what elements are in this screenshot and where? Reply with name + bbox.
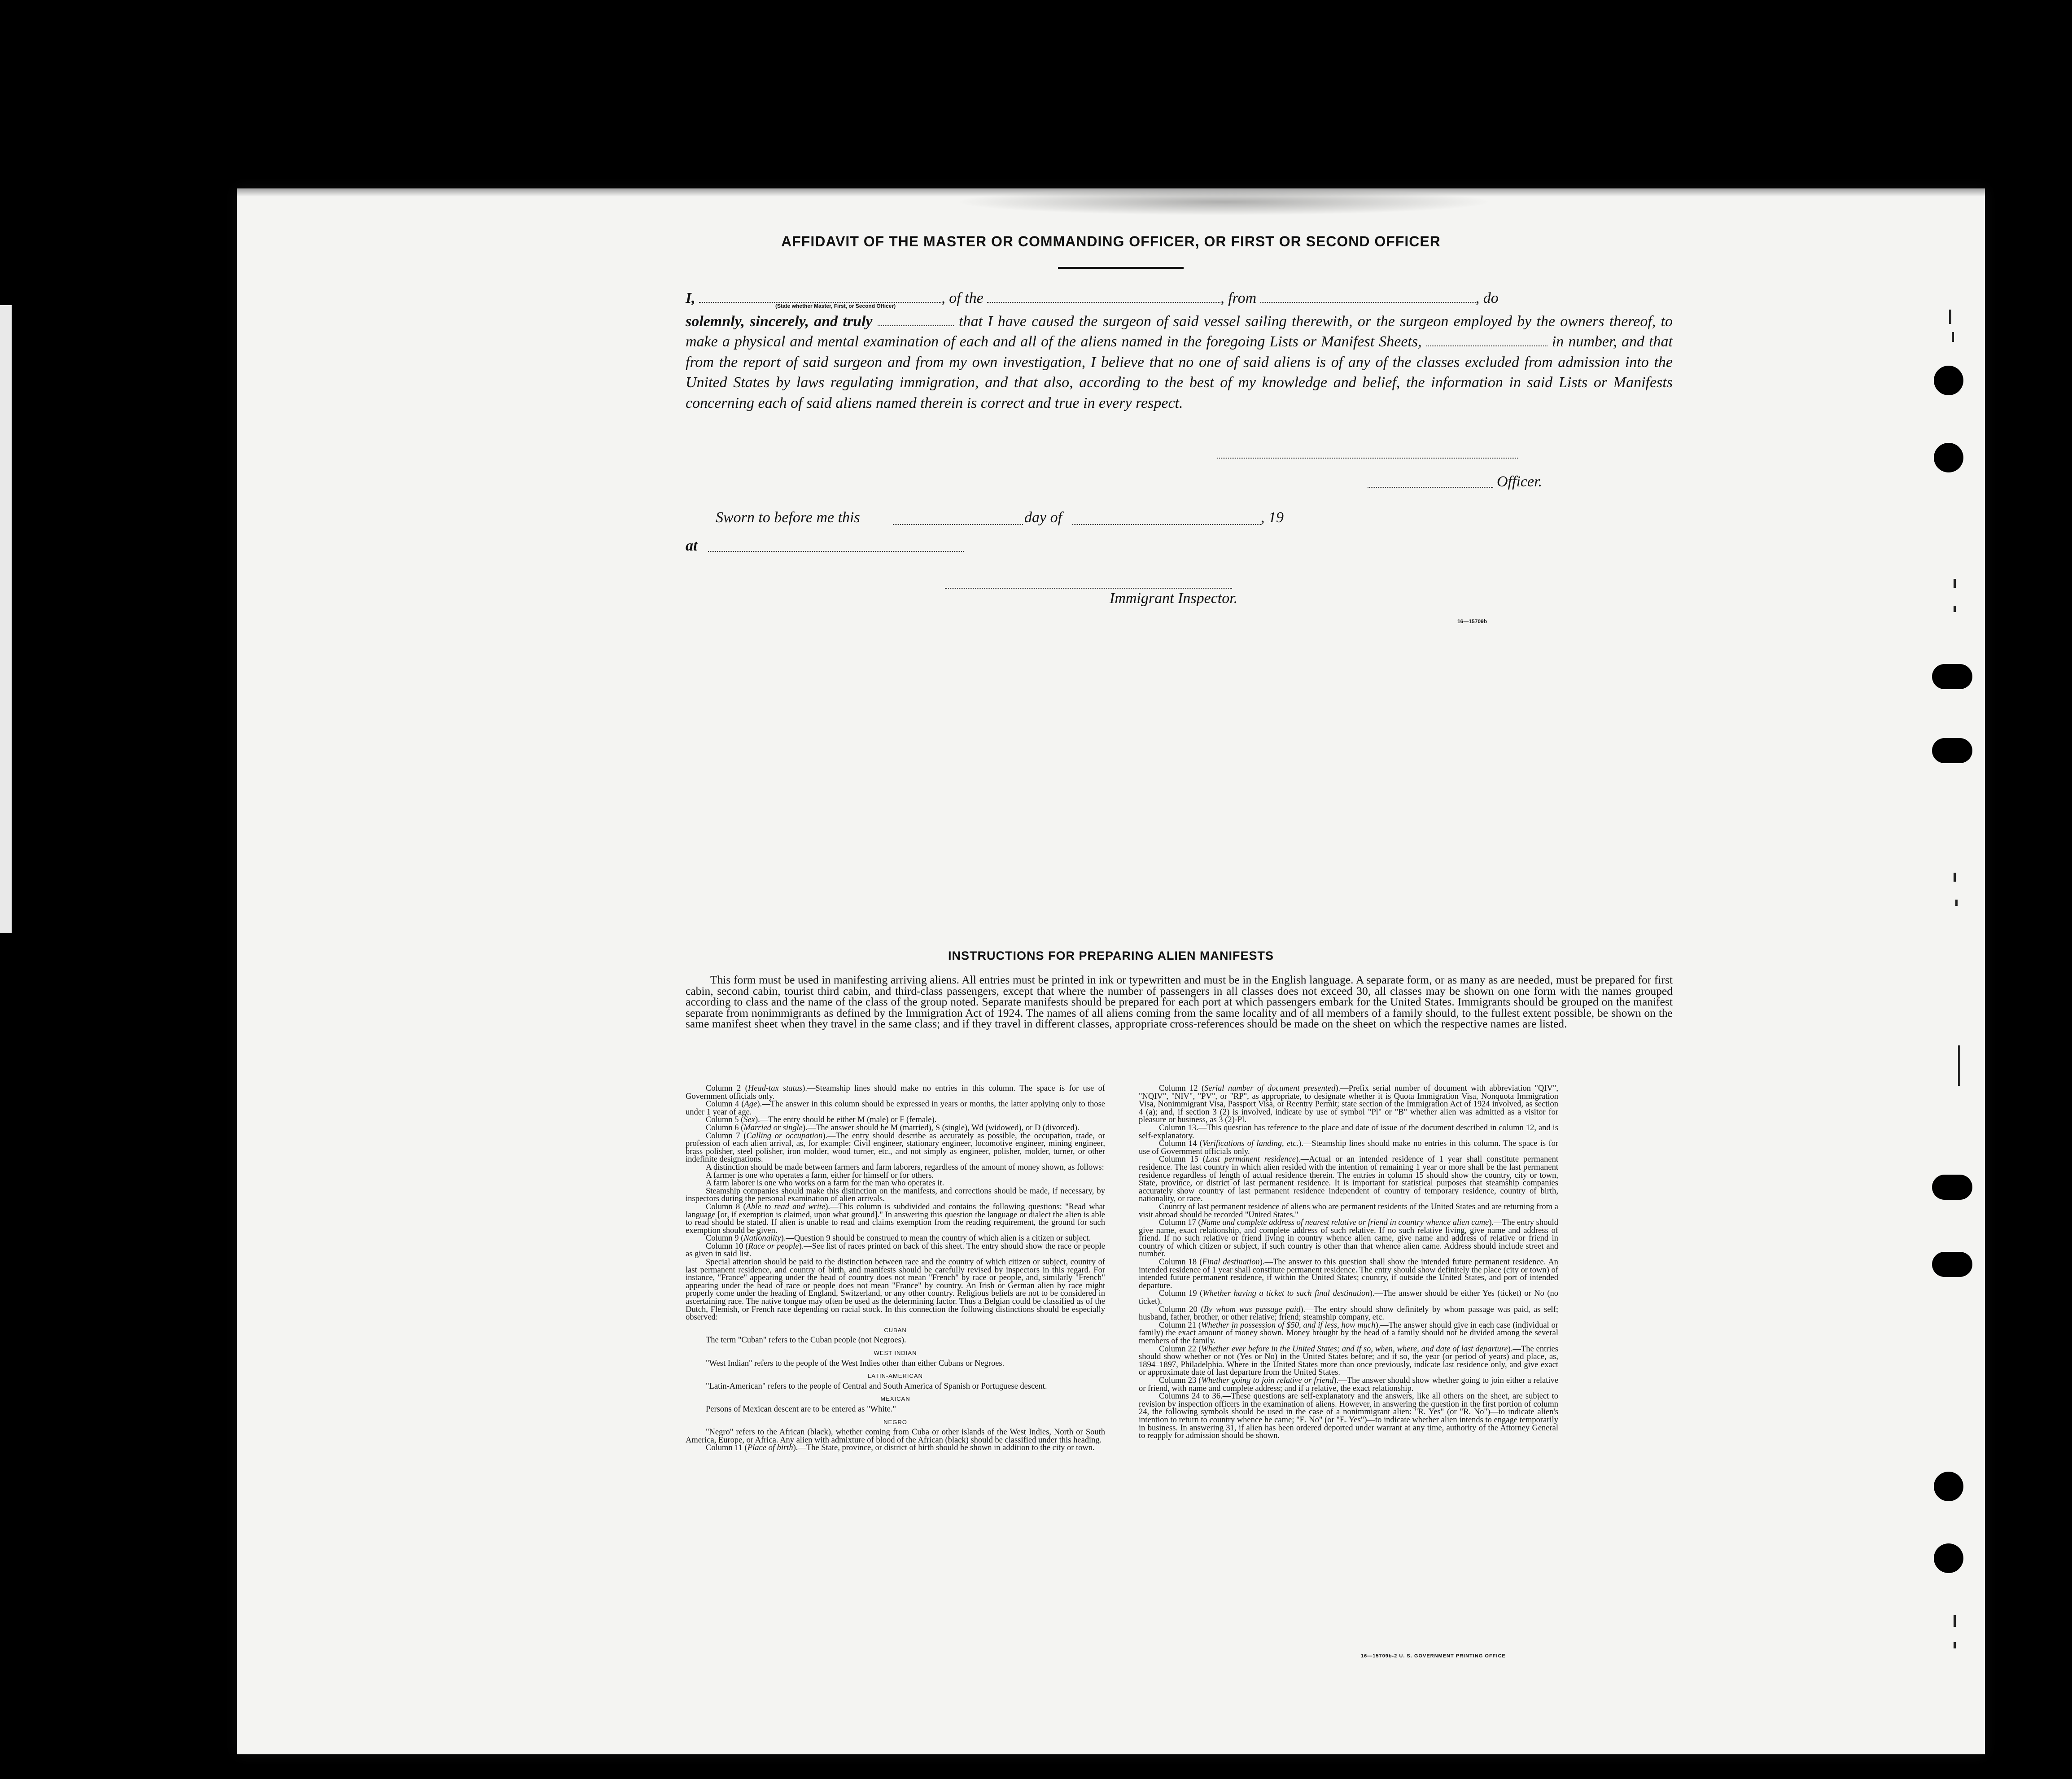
word-from: , from [1220, 290, 1257, 306]
binder-hole [1932, 1175, 1972, 1200]
column-20-paragraph: Column 20 (By whom was passage paid).—The entry should show definitely by whom passage was paid, as self; husband, father, brother, or other relative; friend; steamship company, etc. [1139, 1305, 1558, 1322]
binder-hole [1932, 664, 1972, 689]
column-13-paragraph: Column 13.—This question has reference to the place and date of issue of the document described in column 12, and is self-explanatory. [1139, 1123, 1558, 1141]
officer-label: Officer. [1497, 473, 1543, 490]
mexican-definition: Persons of Mexican descent are to be entered as "White." [706, 1404, 896, 1414]
affidavit-paragraph [686, 311, 1673, 414]
column-5-paragraph: Column 5 (Sex).—The entry should be either M (male) or F (female). [706, 1115, 937, 1125]
officer-rank-blank [699, 296, 941, 303]
column-10-paragraph: Column 10 (Race or people).—See list of races printed on back of this sheet. The entry should show the race or people as given in said list. [686, 1241, 1105, 1259]
heading-cuban: CUBAN [884, 1326, 907, 1333]
edge-mark [1949, 310, 1951, 324]
form-number: 16—15709b [1457, 618, 1487, 625]
sworn-place-line [708, 551, 964, 552]
year-label: , 19 [1261, 509, 1284, 526]
word-i: I, [686, 290, 695, 306]
inspector-signature-line [945, 588, 1232, 589]
sworn-month-line [1072, 524, 1261, 525]
heading-mexican: MEXICAN [880, 1395, 910, 1403]
west-indian-definition: "West Indian" refers to the people of the West Indies other than either Cubans or Negroes. [706, 1359, 1005, 1368]
column-21-paragraph: Column 21 (Whether in possession of $50, and if less, how much).—The answer should give in each case (individual or family) the exact amount of money shown. Money brought by the head of a family should not be divided among the several members of the family. [1139, 1320, 1558, 1346]
cuban-definition: The term "Cuban" refers to the Cuban people (not Negroes). [706, 1336, 906, 1345]
title-rule [1058, 267, 1184, 269]
binder-hole [1932, 1252, 1972, 1277]
vessel-name-blank [987, 296, 1220, 303]
rank-note: (State whether Master, First, or Second Officer) [775, 303, 896, 309]
instructions-left-column [686, 1085, 1105, 1452]
farm-laborer-definition: A farm laborer is one who works on a farm for the man who operates it. [706, 1179, 944, 1188]
binder-hole [1934, 1472, 1963, 1501]
binder-hole [1934, 366, 1963, 395]
column-2-paragraph: Column 2 (Head-tax status).—Steamship lines should make no entries in this column. The space is for use of Government officials only. [686, 1084, 1106, 1101]
column-9-paragraph: Column 9 (Nationality).—Question 9 should be construed to mean the country of which alien is a citizen or subject. [706, 1234, 1091, 1243]
word-do: , do [1475, 290, 1499, 306]
column-7-paragraph: Column 7 (Calling or occupation).—The entry should describe as accurately as possible, the occupation, trade, or profession of each alien arrival, as, for example: Civil engineer, stationary engineer, locomotive engineer, mining engineer, brass polisher, steel polisher, iron molder, wood turner, etc., and not simply as engineer, polisher, molder, turner, or other indefinite designations. [686, 1131, 1106, 1164]
column-18-paragraph: Column 18 (Final destination).—The answer to this question shall show the intended future permanent residence. An intended residence of 1 year shall constitute permanent residence. The entry should show definitely the place (city or town) of intended future permanent residence, if within the United States; country, if outside the United States, and port of intended departure. [1139, 1258, 1558, 1290]
port-blank [1260, 296, 1476, 303]
word-solemnly: solemnly, sincerely, and truly [686, 313, 873, 330]
latin-american-definition: "Latin-American" refers to the people of Central and South America of Spanish or Portuguese descent. [706, 1381, 1047, 1391]
heading-west-indian: WEST INDIAN [874, 1350, 917, 1356]
inspector-label: Immigrant Inspector. [1110, 590, 1238, 607]
heading-negro: NEGRO [883, 1418, 907, 1425]
column-19-paragraph: Column 19 (Whether having a ticket to such final destination).—The answer should be either Yes (ticket) or No (no ticket). [1139, 1289, 1558, 1307]
printing-office-footer: 16—15709b-2 U. S. GOVERNMENT PRINTING OFFICE [1361, 1653, 1506, 1659]
heading-latin-american: LATIN-AMERICAN [868, 1372, 923, 1380]
farmer-distinction: A distinction should be made between farmers and farm laborers, regardless of the amount of money shown, as follows: [706, 1163, 1104, 1172]
document-page [237, 188, 1985, 1754]
column-17-paragraph: Column 17 (Name and complete address of nearest relative or friend in country whence alien came).—The entry should give name, exact relationship, and complete address of such relative. If no such relative living, give name and address of friend. If no such relative or friend living in country whence alien came, give name and address of relative or friend in country of which citizen or subject, if such country is other than that whence alien came. Address should include street and number. [1139, 1218, 1559, 1259]
edge-mark [1952, 332, 1954, 342]
instructions-right-column [1139, 1085, 1558, 1440]
edge-mark [1955, 900, 1958, 906]
officer-title-line [1368, 487, 1493, 488]
edge-mark [1958, 1045, 1960, 1086]
column-6-paragraph: Column 6 (Married or single).—The answer should be M (married), S (single), Wd (widowed), or D (divorced). [706, 1123, 1080, 1132]
at-label: at [686, 538, 698, 554]
affidavit-title: AFFIDAVIT OF THE MASTER OR COMMANDING OFFICER, OR FIRST OR SECOND OFFICER [781, 233, 1441, 249]
affidavit-text-2: in number, and that from the report of said surgeon and from my own investigation, I believe that no one of said aliens is of any of the classes excluded from admission into the United States by laws regulating immigration, and that also, according to the best of my knowledge and belief, the information in said Lists or Manifests concerning each of said aliens named therein is correct and true in every respect. [686, 333, 1673, 411]
edge-mark [1954, 606, 1956, 612]
race-distinction-paragraph: Special attention should be paid to the distinction between race and the country of which citizen or subject, country of last permanent residence, and country of birth, and manifests should be carefully revised by inspectors in this regard. For instance, "France" appearing under the head of country does not mean "French" by race or people, and, similarly "French" appearing under the head of race or people does not mean "France" by country. An Irish or German alien by race might properly come under the heading of England, Switzerland, or any other country. Religious beliefs are not to be considered in ascertaining race. The native tongue may often be used as the determining factor. Thus a Belgian could be classified as of the Dutch, Flemish, or French race depending on racial stock. In this connection the following distinctions should be especially observed: [686, 1258, 1105, 1322]
day-of-label: day of [1024, 509, 1062, 526]
binder-hole [1934, 443, 1963, 472]
column-22-paragraph: Column 22 (Whether ever before in the United States; and if so, when, where, and date of last departure).—The entries should show whether or not (Yes or No) in the United States before; and if so, the year (or period of years) and place, as, 1894–1897, Philadelphia. Where in the United States more than once previously, indicate last residence only, and give exact or approximate date of last departure from the United States. [1139, 1344, 1558, 1377]
sworn-label: Sworn to before me this [716, 509, 860, 526]
column-14-paragraph: Column 14 (Verifications of landing, etc.).—Steamship lines should make no entries in this column. The space is for use of Government officials only. [1139, 1139, 1558, 1156]
column-8-paragraph: Column 8 (Able to read and write).—This column is subdivided and contains the following questions: "Read what language [or, if exemption is claimed, upon what ground]." In answering this question the language or dialect the alien is able to read should be stated. If alien is unable to read and claims exemption from the reading requirement, the ground for such exemption should be given. [686, 1202, 1106, 1235]
column-23-paragraph: Column 23 (Whether going to join relative or friend).—The answer should show whether going to join either a relative or friend, with name and complete address; and if a relative, the exact relationship. [1139, 1376, 1558, 1393]
officer-signature-line [1217, 458, 1518, 459]
edge-mark [1954, 1615, 1956, 1627]
swear-blank [878, 319, 954, 326]
steamship-distinction: Steamship companies should make this distinction on the manifests, and corrections should be made, if necessary, by inspectors during the personal examination of alien arrivals. [686, 1186, 1105, 1204]
binder-hole [1932, 738, 1972, 763]
instructions-intro: This form must be used in manifesting arriving aliens. All entries must be printed in ink or typewritten and must be in the English language. A separate form, or as many as are needed, must be prepared for first cabin, second cabin, tourist third cabin, and third-class passengers, except that where the number of passengers in all classes does not exceed 30, all classes may be shown on one form with the names grouped according to class and the name of the class of the group noted. Separate manifests should be prepared for each port at which passengers embark for the United States. Immigrants should be grouped on the manifest separate from nonimmigrants as defined by the Immigration Act of 1924. The names of all aliens coming from the same locality and of all members of a family should, to the fullest extent possible, be shown on the same manifest sheet when they travel in the same class; and if they travel in different classes, appropriate cross-references should be made on the sheet on which the respective names are listed. [686, 973, 1673, 1030]
instructions-title: INSTRUCTIONS FOR PREPARING ALIEN MANIFESTS [948, 949, 1274, 962]
negro-definition: "Negro" refers to the African (black), whether coming from Cuba or other islands of the West Indies, North or South America, Europe, or Africa. Any alien with admixture of blood of the African (black) should be classified under this heading. [686, 1428, 1105, 1445]
farmer-definition: A farmer is one who operates a farm, either for himself or for others. [706, 1171, 934, 1180]
column-12-paragraph: Column 12 (Serial number of document presented).—Prefix serial number of document with abbreviation "QIV", "NQIV", "NIV", "PV", or "RP", as appropriate, to designate whether it is Quota Immigration Visa, Nonquota Immigration Visa, Nonimmigrant Visa, Passport Visa, or Reentry Permit; state section of the Immigration Act of 1924 involved, as section 4 (a); and, if section 3 (2) is involved, indicate by use of symbol "Pl" or "B" whether alien was admitted as a visitor for pleasure or business, as 3 (2)-Pl. [1139, 1084, 1558, 1125]
column-4-paragraph: Column 4 (Age).—The answer in this column should be expressed in years or months, the latter applying only to those under 1 year of age. [686, 1100, 1106, 1117]
affidavit-text-1: that I have caused the surgeon of said vessel sailing therewith, or the surgeon employed by the owners thereof, to make a physical and mental examination of each and all of the aliens named in the foregoing Lists or Manifest Sheets, [686, 313, 1673, 350]
column-15-returning: Country of last permanent residence of aliens who are permanent residents of the United States and are returning from a visit abroad should be recorded "United States." [1139, 1202, 1558, 1220]
sworn-day-line [893, 524, 1023, 525]
binder-hole [1934, 1543, 1963, 1573]
adjacent-page-edge [0, 305, 12, 933]
column-15-paragraph: Column 15 (Last permanent residence).—Actual or an intended residence of 1 year shall constitute permanent residence. The last country in which alien resided with the intention of remaining 1 year or more shall be the last permanent residence regardless of length of actual residence therein. The entries in column 15 should show the country, city or town, State, province, or district of last permanent residence. It is important for statistical purposes that steamship companies accurately show country of last permanent residence independent of country of temporary residence, country of birth, nationality, or race. [1139, 1155, 1558, 1204]
word-of-the: , of the [941, 290, 984, 306]
edge-mark [1954, 579, 1956, 588]
column-11-paragraph: Column 11 (Place of birth).—The State, province, or district of birth should be shown in addition to the city or town. [706, 1443, 1095, 1453]
edge-mark [1954, 873, 1956, 882]
edge-mark [1954, 1642, 1956, 1648]
scan-smudge [955, 188, 1493, 215]
count-blank [1426, 339, 1547, 346]
columns-24-36-paragraph: Columns 24 to 36.—These questions are self-explanatory and the answers, like all others on the sheet, are subject to revision by inspection officers in the examination of aliens. However, in answering the question in the first portion of column 24, the following symbols should be used in the case of a nonimmigrant alien: "R. Yes" (or "R. No")—to indicate alien's intention to return to country whence he came; "E. No" (or "E. Yes")—to indicate whether alien intends to engage temporarily in business. In answering 31, if alien has been ordered deported under warrant at any time, authority of the Attorney General to reapply for admission should be shown. [1139, 1392, 1558, 1441]
